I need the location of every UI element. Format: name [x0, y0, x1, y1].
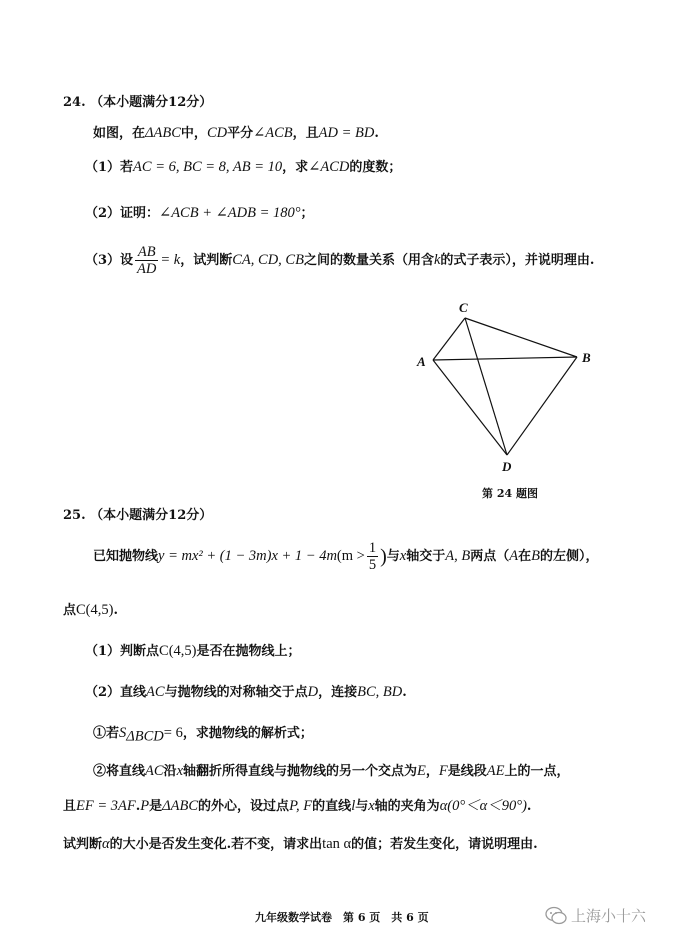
q25-header: 25. （本小题满分12分）	[63, 508, 213, 523]
q25-sub2-x: x	[176, 763, 183, 779]
q24-part2-label: （2）证明：	[85, 206, 160, 221]
q25-sub2-ac: AC	[145, 763, 164, 779]
q25-b: B	[531, 548, 540, 564]
q25-p: P	[140, 798, 150, 814]
q25-tan-alpha: tan α	[322, 836, 352, 852]
q25-sub1-text: ，求抛物线的解析式；	[182, 726, 313, 741]
q24-part1-label: （1）若	[85, 160, 134, 175]
wechat-icon	[545, 906, 567, 926]
q24-part1-angle: ∠ACD	[308, 159, 350, 175]
q25-part2	[85, 683, 407, 702]
q24-stem-text: 平分	[227, 126, 254, 141]
q25-text: 的外心，设过点	[198, 799, 290, 814]
q25-text: 且	[63, 799, 77, 814]
segment-ac	[433, 318, 465, 360]
q25-part1-label: （1）判断点	[85, 644, 160, 659]
q25-stem-text: 与	[386, 549, 400, 564]
fraction-denominator: 5	[368, 557, 377, 573]
q25-sub2-f: F	[438, 763, 448, 779]
q24-part3-eq: = k	[160, 252, 181, 268]
q25-condition: )	[380, 545, 387, 568]
segment-cd	[465, 318, 507, 455]
q25-sub2-ae: AE	[486, 763, 505, 779]
label-b: B	[582, 350, 591, 365]
label-c: C	[459, 300, 468, 315]
q25-sub2-text: 是线段	[447, 764, 487, 779]
q24-condition: AD = BD	[318, 125, 375, 141]
q24-stem	[93, 124, 379, 143]
q25-point-c	[63, 601, 118, 620]
q25-part1	[85, 642, 301, 661]
q25-ef-eq: EF = 3AF	[76, 798, 136, 814]
q25-sub2	[93, 762, 570, 781]
q24-part3-fraction	[135, 244, 158, 277]
watermark	[545, 905, 646, 926]
q25-text: .	[113, 603, 119, 618]
fraction-denominator: AD	[137, 261, 157, 277]
fraction-numerator: AB	[135, 244, 158, 261]
q25-stem-text: 已知抛物线	[93, 549, 159, 564]
q25-triangle: ΔABC	[162, 798, 199, 814]
q25-part1-point: C(4,5)	[159, 643, 197, 659]
q25-sub1-eq: = 6	[163, 725, 183, 741]
q25-text: 试判断	[63, 837, 103, 852]
q25-condition: (m >	[336, 548, 365, 564]
q24-part2-math: ∠ACB + ∠ADB = 180°	[159, 205, 301, 221]
q24-part3-text: 的式子表示），并说明理由.	[440, 253, 595, 268]
label-d: D	[502, 459, 512, 474]
q25-sub2-text: 轴翻折所得直线与抛物线的另一个交点为	[183, 764, 418, 779]
q25-sub2-label: ②将直线	[93, 764, 146, 779]
q25-sub2-text: 沿	[163, 764, 177, 779]
page-footer: 九年级数学试卷 第 6 页 共 6 页	[255, 911, 429, 924]
q25-part2-segments: BC, BD	[357, 684, 403, 700]
q25-part2-text: ，连接	[318, 685, 358, 700]
watermark-text: 上海小十六	[571, 907, 647, 925]
q25-text: 与	[355, 799, 369, 814]
q24-part3-text: ，试判断	[180, 253, 233, 268]
q24-stem-text: ，且	[292, 126, 319, 141]
q24-cd: CD	[206, 125, 228, 141]
q25-text: 的大小是否发生变化.若不变，请求出	[109, 837, 323, 852]
q25-stem	[93, 540, 598, 573]
q25-ab: A, B	[445, 548, 471, 564]
fraction-numerator: 1	[368, 540, 377, 556]
q24-part1-text: ，求	[282, 160, 309, 175]
q24-part2-text: ；	[300, 206, 314, 221]
q25-part2-ac: AC	[146, 684, 165, 700]
q25-text: 点	[63, 603, 77, 618]
segment-ab	[433, 357, 577, 360]
q25-alpha: α	[102, 836, 110, 852]
q25-stem-text: 两点（	[470, 549, 510, 564]
q25-sub2-cont	[63, 797, 531, 816]
q24-part1-text: 的度数；	[349, 160, 402, 175]
q25-part2-d: D	[307, 684, 319, 700]
q24-part1-math: AC = 6, BC = 8, AB = 10	[133, 159, 283, 175]
q25-sub1-area: S	[119, 725, 127, 741]
q24-part3-text: 之间的数量关系（用含	[303, 253, 434, 268]
q25-text: 轴的夹角为	[374, 799, 440, 814]
q24-stem-text: 中，	[180, 126, 207, 141]
q25-text: 的值；若发生变化，请说明理由.	[351, 837, 538, 852]
q24-part3-k: k	[433, 252, 441, 268]
q24-stem-text: 如图，在	[93, 126, 146, 141]
q25-text: .	[526, 799, 532, 814]
q24-part1	[85, 158, 401, 177]
q25-sub2-e: E	[417, 763, 426, 779]
q25-stem-text: 轴交于	[406, 549, 446, 564]
q24-part3-vars: CA, CD, CB	[232, 252, 304, 268]
quadrilateral-figure	[405, 295, 610, 480]
q24-triangle: ΔABC	[145, 125, 181, 141]
q25-stem-text: 的左侧），	[539, 549, 599, 564]
q24-part2	[85, 204, 314, 223]
q25-sub1-area-sub: ΔBCD	[126, 728, 164, 745]
q25-sub1-label: ①若	[93, 726, 120, 741]
q25-x: x	[399, 548, 407, 564]
q25-part2-text: .	[402, 685, 407, 700]
q25-l: l	[351, 798, 356, 814]
q25-sub1	[93, 724, 313, 746]
q25-text: .	[135, 799, 141, 814]
q25-sub2-text: 上的一点，	[504, 764, 570, 779]
q24-stem-text: .	[374, 126, 379, 141]
segment-ad	[433, 360, 507, 455]
q25-sub2-text: ，	[425, 764, 439, 779]
q25-part2-text: 与抛物线的对称轴交于点	[164, 685, 308, 700]
q25-stem-text: 在	[518, 549, 532, 564]
q25-condition-fraction	[367, 540, 378, 573]
label-a: A	[417, 354, 426, 369]
q25-a: A	[509, 548, 519, 564]
q24-part3-label: （3）设	[85, 253, 134, 268]
segment-cb	[465, 318, 577, 357]
q25-part1-text: 是否在抛物线上；	[196, 644, 301, 659]
q25-text: 的直线	[312, 799, 352, 814]
q25-sub2-question	[63, 835, 538, 854]
q25-x: x	[368, 798, 375, 814]
q24-header: 24. （本小题满分12分）	[63, 95, 213, 110]
q25-parabola-equation: y = mx² + (1 − 3m)x + 1 − 4m	[158, 548, 337, 564]
q25-alpha-range: α(0°＜α＜90°)	[439, 798, 527, 814]
q25-pf: P, F	[289, 798, 313, 814]
figure-caption: 第 24 题图	[482, 487, 538, 500]
q24-part3	[85, 244, 594, 277]
q25-point: C(4,5)	[76, 602, 114, 618]
q25-text: 是	[149, 799, 163, 814]
segment-bd	[507, 357, 577, 455]
q24-angle: ∠ACB	[253, 125, 293, 141]
q25-part2-label: （2）直线	[85, 685, 147, 700]
